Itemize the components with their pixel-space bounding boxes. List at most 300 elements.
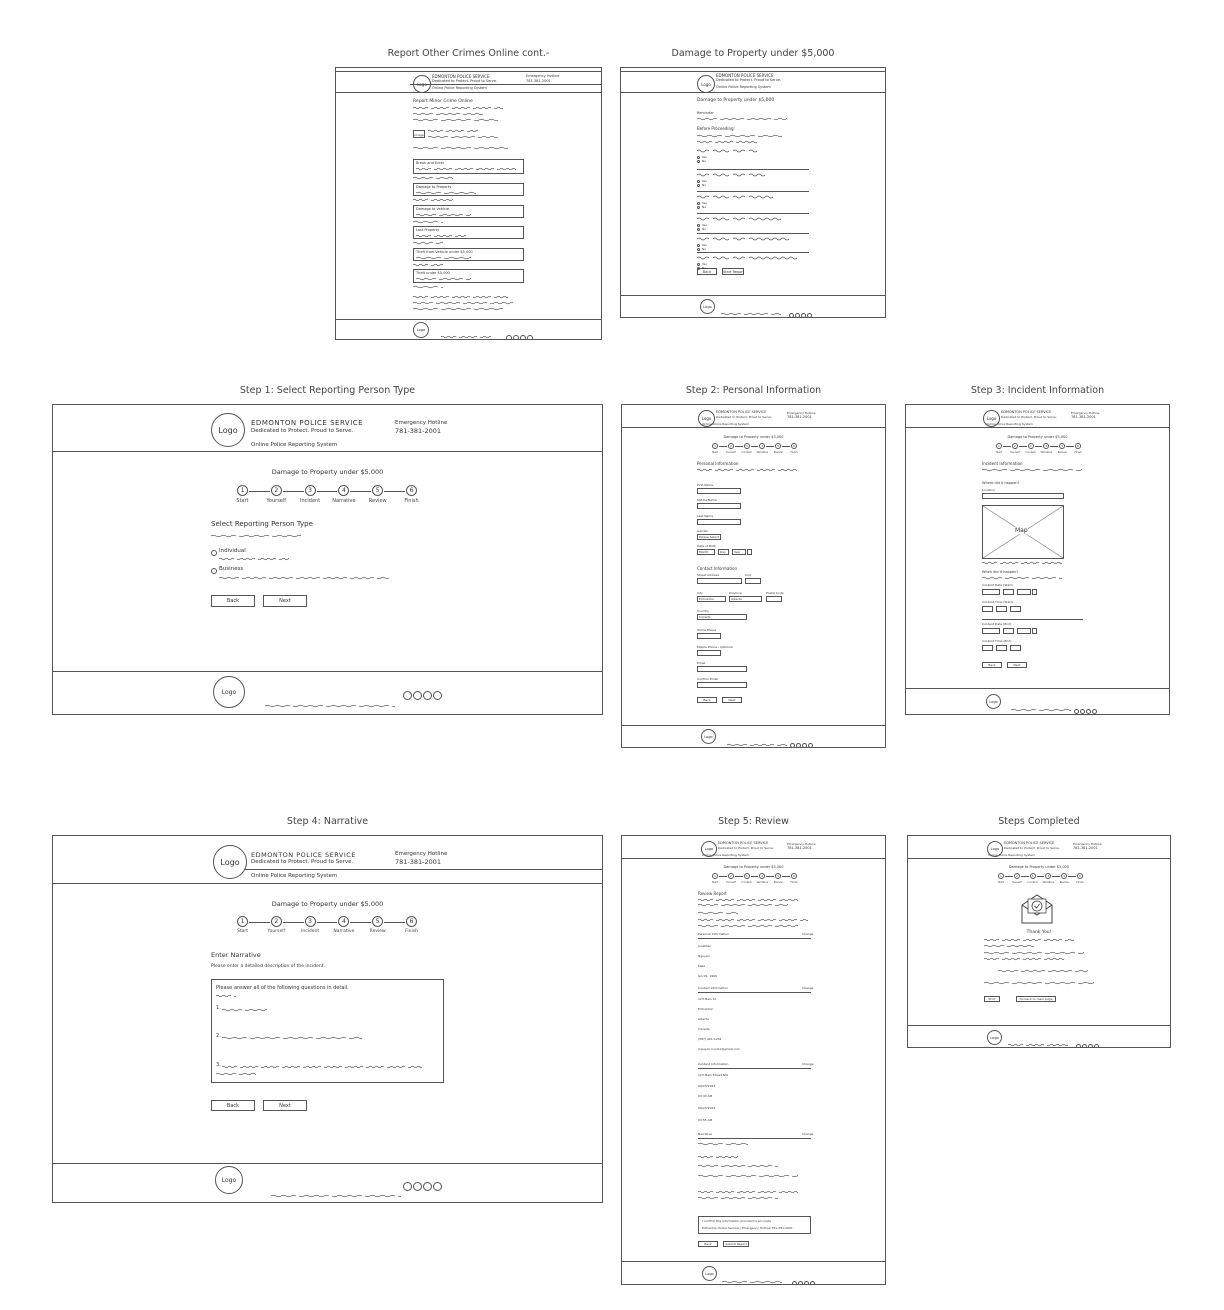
review-value: Jan 01, 1990 [698,974,717,978]
step-label: Finish [790,451,798,454]
form-title: Damage to Property under $5,000 [271,468,384,476]
placeholder-text [271,1193,401,1199]
radio-no[interactable] [697,184,700,187]
narrative-instruction: Please enter a detailed description of the incident. [211,964,325,969]
text-input[interactable] [697,488,741,494]
logo-icon: Logo [701,841,717,857]
radio-yes[interactable] [697,263,700,266]
question-text [697,172,765,178]
radio-no[interactable] [697,248,700,251]
step-circle: 2 [1012,443,1018,449]
step-label: Review [1057,451,1067,454]
placeholder-text [416,276,471,282]
step-label: Yourself [1009,451,1020,454]
radio-label: Yes [702,262,707,266]
calendar-icon[interactable] [747,549,752,555]
placeholder-text [698,1154,738,1160]
back-button[interactable]: Back [697,268,717,275]
print-button[interactable]: Print [984,996,1000,1002]
radio-label: No [702,159,707,163]
email-input[interactable] [697,666,747,672]
dob-month-select[interactable]: Month [697,549,715,555]
section-card[interactable] [413,183,524,196]
question-3: 3. [216,1062,221,1068]
frame-step5 [621,835,886,1285]
placeholder-text [413,117,498,123]
org-name: EDMONTON POLICE SERVICE [1004,841,1055,845]
radio-individual[interactable] [211,550,217,556]
change-link[interactable]: Change [802,932,814,936]
logo-icon: Logo [697,75,715,93]
postal-label: Postal Code [766,591,784,595]
step-connector [283,922,304,923]
narrative-heading: Enter Narrative [211,951,261,959]
change-link[interactable]: Change [802,1132,814,1136]
placeholder-text [982,575,1062,581]
next-button[interactable]: Next [722,697,742,703]
divider [697,191,809,192]
home-phone-label: Home Phone [697,628,717,632]
section-card[interactable] [413,269,524,283]
back-button[interactable]: Back [982,662,1002,668]
placeholder-text [698,902,788,908]
next-button[interactable]: Next [263,1100,307,1111]
country-select[interactable]: Canada [697,614,747,620]
end-month-select[interactable] [982,628,1000,634]
step-circle: 3 [305,916,316,927]
placeholder-text [698,1173,798,1179]
incident-heading: Incident Information [982,461,1023,466]
hotline-label: Emergency Hotline [787,411,816,415]
progress-stepper [998,873,1083,884]
step-circle: 4 [1043,443,1049,449]
calendar-icon[interactable] [1032,628,1037,634]
section-label: Damage to Property [416,185,452,189]
step-connector [1066,446,1074,447]
radio-yes[interactable] [697,202,700,205]
step-label: Yourself [1011,881,1022,884]
frame-step4 [52,835,603,1203]
step-circle: 4 [338,485,349,496]
review-value: 09/23/2023 [698,1084,716,1088]
city-select[interactable]: Edmonton [697,596,726,602]
map-placeholder[interactable] [982,505,1064,559]
home-button[interactable]: Go back to main page [1016,996,1056,1002]
placeholder-text [413,284,443,290]
footer-logo-icon: Logo [700,299,715,314]
placeholder-text [416,233,466,239]
end-day-select[interactable] [1003,628,1014,634]
gender-select[interactable]: Please Select [697,534,721,540]
radio-label: Yes [702,243,707,247]
social-icons[interactable] [506,326,534,340]
step-connector [283,491,304,492]
step-connector [1005,876,1013,877]
step-circle: 5 [1059,443,1065,449]
start-ampm-select[interactable] [1010,606,1021,612]
review-value: Jonathan [698,944,712,948]
step-label: Finish [790,881,798,884]
step-circle: 1 [237,485,248,496]
frame-cont [335,67,602,340]
hotline-label: Emergency Hotline [395,420,448,426]
review-value: jnguyen.nuvola@gmail.com [698,1047,740,1051]
step-connector [1037,876,1045,877]
divider [697,252,809,253]
unit-input[interactable] [745,578,761,584]
question-text [697,236,789,242]
step-circle: 3 [744,873,750,879]
logo-icon: Logo [211,413,245,447]
system-name: Online Police Reporting System [432,86,487,90]
system-name: Online Police Reporting System [702,853,750,857]
title-step4: Step 4: Narrative [286,816,369,827]
hotline-label: Emergency Hotline [395,851,448,857]
step-circle: 4 [338,916,349,927]
review-value: Nguyen [698,954,710,958]
question-text [697,255,797,261]
step-label: Finish [1074,451,1082,454]
org-name: EDMONTON POLICE SERVICE [251,419,364,427]
placeholder-text [998,968,1088,974]
step-circle: 3 [1028,443,1034,449]
start-day-select[interactable] [1003,589,1014,595]
social-icons[interactable] [403,1176,443,1195]
footer-logo-icon: Logo [413,322,429,338]
unit-label: Unit [745,573,752,577]
question-text [697,194,773,200]
confirm-email-input[interactable] [697,682,747,688]
step-label: Review [773,881,783,884]
radio-no[interactable] [697,267,700,270]
step-circle: 6 [1077,873,1083,879]
tagline: Dedicated to Protect. Proud to Serve. [716,78,782,82]
narrative-prompt: Please answer all of the following questions in detail. [216,985,349,991]
footer-logo-icon: Logo [986,694,1001,709]
review-value: 09/23/2023 [698,1106,716,1110]
next-button[interactable]: Next [1007,662,1027,668]
system-name: Online Police Reporting System [716,85,771,89]
change-link[interactable]: Change [802,1062,814,1066]
radio-yes[interactable] [697,224,700,227]
tagline: Dedicated to Protect. Proud to Serve. [432,79,498,83]
frame-done [907,835,1171,1048]
tagline: Dedicated to Protect. Proud to Serve. [718,846,774,850]
review-value: Canada [698,1027,710,1031]
radio-label: Yes [702,201,707,205]
logo-icon: Logo [213,845,247,879]
frame-step3 [905,404,1170,715]
confirm-text: I confirm the information provided is accurate [702,1219,771,1223]
start-report-button[interactable]: Start Report [723,270,745,274]
placeholder-text [216,993,236,999]
hotline-label: Emergency Hotline [787,842,816,846]
back-button[interactable]: Back [698,1241,718,1247]
hotline-number: 781-381-2001 [1073,846,1098,850]
step-label: Incident [1027,881,1038,884]
section-label: Lost Property [416,228,440,232]
footer-logo-icon: Logo [987,1030,1002,1045]
divider [697,233,809,234]
step-circle: 2 [271,916,282,927]
social-icons[interactable] [789,303,813,318]
mobile-phone-input[interactable] [697,650,721,656]
street-label: Street Address [697,573,720,577]
step-connector [1003,446,1011,447]
placeholder-text [697,139,757,145]
end-year-select[interactable] [1017,628,1031,634]
back-button[interactable]: Back [697,697,717,703]
progress-stepper [996,443,1081,454]
step-circle: 6 [406,916,417,927]
frame-damage [620,67,886,318]
start-hour-select[interactable] [982,606,993,612]
placeholder-text [721,311,781,317]
street-input[interactable] [697,578,742,584]
radio-label: Yes [702,179,707,183]
step-label: Review [1059,881,1069,884]
placeholder-text [413,240,443,246]
review-value: Alberta [698,1017,709,1021]
footer-logo-icon: Logo [215,1166,243,1194]
hotline-label: Emergency Hotline [1073,842,1102,846]
step-connector [384,491,405,492]
logo-icon: Logo [983,410,1000,427]
tagline: Dedicated to Protect. Proud to Serve. [251,428,354,434]
field-label: Last Name [697,514,714,518]
step-label: Review [369,929,386,934]
hotline-number: 781-381-2001 [787,846,812,850]
start-min-select[interactable] [996,606,1007,612]
step-connector [751,446,759,447]
org-name: EDMONTON POLICE SERVICE [432,74,490,79]
placeholder-text [413,306,503,312]
section-card[interactable] [413,226,524,239]
step-label: Review [773,451,783,454]
step-connector [735,446,743,447]
step-circle: 3 [305,485,316,496]
placeholder-text [413,145,508,151]
step-label: Finish [405,929,418,934]
mobile-phone-label: Mobile Phone - Optional [697,645,733,649]
step-circle: 2 [728,443,734,449]
org-name: EDMONTON POLICE SERVICE [251,851,356,859]
text-input[interactable] [697,503,741,509]
radio-business[interactable] [211,568,217,574]
calendar-icon[interactable] [1032,589,1037,595]
change-link[interactable]: Change [802,986,814,990]
step-circle: 6 [791,873,797,879]
step-label: Start [237,929,248,934]
field-label: Gender [697,529,709,533]
org-name: EDMONTON POLICE SERVICE [718,841,769,845]
hotline-number: 781-381-2001 [1071,415,1096,419]
title-cont: Report Other Crimes Online cont.- [387,48,550,59]
step-circle: 1 [996,443,1002,449]
step-connector [719,876,727,877]
form-title: Damage to Property under $5,000 [271,900,384,908]
step-label: Start [995,451,1003,454]
review-value: (587) 401-1234 [698,1037,722,1041]
city-label: City [697,591,703,595]
placeholder-text [698,1163,778,1169]
placeholder-text [413,262,443,268]
end-hour-select[interactable] [982,645,993,651]
back-button[interactable]: Back [211,1100,255,1111]
logo-icon: Logo [698,410,715,427]
province-label: Province [729,591,742,595]
step-label: Start [711,881,719,884]
org-name: EDMONTON POLICE SERVICE [716,410,767,414]
field-label: Middle Name [697,498,717,502]
radio-no[interactable] [697,160,700,163]
step-connector [1021,876,1029,877]
placeholder-text [413,175,453,181]
postal-input[interactable] [766,596,782,602]
placeholder-text [1011,707,1071,713]
radio-label: Yes [702,155,707,159]
damage-sub1: Reminder [697,111,714,115]
placeholder-text [984,956,1064,962]
start-time-label: Incident Time (Start) [982,600,1014,604]
placeholder-text [216,1071,256,1077]
step-circle: 6 [1075,443,1081,449]
image-placeholder: Image [413,130,425,138]
dob-day-select[interactable]: Day [718,549,729,555]
step-label: Narrative [1042,881,1055,884]
step-circle: 1 [998,873,1004,879]
radio-label: No [702,183,707,187]
step-connector [317,491,338,492]
back-button[interactable]: Back [211,595,255,607]
placeholder-text [697,467,797,473]
footer-logo-icon: Logo [701,729,716,744]
when-label: When did it happen? [982,570,1019,574]
step-label: Narrative [333,929,355,934]
step-label: Yourself [267,929,286,934]
placeholder-text [219,575,389,581]
placeholder-text [698,923,798,929]
thank-you-text: Thank You! [1026,930,1052,935]
section-label: Damage to Vehicle [416,207,450,211]
step-label: Finish [404,498,419,504]
end-ampm-select[interactable] [1010,645,1021,651]
social-icons[interactable] [403,685,443,704]
step-circle: 1 [237,916,248,927]
dob-year-select[interactable]: Year [732,549,746,555]
footer-logo-icon: Logo [213,676,245,708]
progress-stepper [712,873,797,884]
hotline-number: 781-381-2001 [395,858,442,866]
start-month-select[interactable] [982,589,1000,595]
social-icons[interactable] [792,1271,816,1285]
section-label: Theft under $5,000 [416,271,450,275]
submit-report-button[interactable]: Submit Report [723,1241,749,1247]
envelope-check-icon [1020,893,1054,925]
logo-icon: Logo [413,75,431,93]
section-card[interactable] [413,205,524,218]
confirm-box[interactable] [698,1216,811,1234]
step-label: Narrative [1040,451,1053,454]
review-value: Edmonton [698,1007,714,1011]
radio-no[interactable] [697,206,700,209]
start-year-select[interactable] [1017,589,1031,595]
step-connector [1068,876,1076,877]
org-name: EDMONTON POLICE SERVICE [716,73,774,78]
title-step3: Step 3: Incident Information [970,385,1105,396]
step-circle: 4 [759,443,765,449]
radio-yes[interactable] [697,156,700,159]
next-button[interactable]: Next [263,595,307,607]
system-name: Online Police Reporting System [251,873,338,879]
narrative-textarea[interactable] [211,979,444,1083]
step-label: Start [997,881,1005,884]
step-circle: 4 [1045,873,1051,879]
radio-label: Yes [702,223,707,227]
country-label: Country [697,609,709,613]
tagline: Dedicated to Protect. Proud to Serve. [1001,415,1057,419]
radio-yes[interactable] [697,244,700,247]
placeholder-text [698,910,738,916]
section-label: Theft from Vehicle under $5,000 [416,250,473,254]
placeholder-text [984,980,1094,986]
radio-label: No [702,227,707,231]
social-icons[interactable] [790,733,814,748]
system-name: Online Police Reporting System [988,853,1036,857]
radio-no[interactable] [697,228,700,231]
progress-stepper [712,443,797,454]
step-connector [350,922,371,923]
section-card[interactable] [413,159,524,174]
location-input[interactable] [982,493,1064,499]
hotline-number: 781-381-2001 [787,415,812,419]
step-circle: 5 [1061,873,1067,879]
confirm-email-label: Confirm Email [697,677,719,681]
step-label: Incident [300,498,321,504]
step-connector [782,446,790,447]
section-card[interactable] [413,248,524,261]
step-connector [751,876,759,877]
review-value: 123 Main St [698,997,716,1001]
placeholder-text [211,533,301,539]
step-label: Review [368,498,387,504]
title-damage: Damage to Property under $5,000 [671,48,835,59]
step-connector [384,922,405,923]
question-text [697,148,757,154]
frame-step1 [52,404,603,715]
step-label: Narrative [332,498,356,504]
question-1: 1. [216,1005,221,1011]
review-value: 03:43 AM [698,1094,713,1098]
social-icons[interactable] [1076,1034,1100,1048]
text-input[interactable] [697,519,741,525]
step-label: Incident [1025,451,1036,454]
step-circle: 6 [406,485,417,496]
step-label: Yourself [266,498,287,504]
placeholder-text [984,943,1034,949]
placeholder-text [982,560,1062,566]
form-title: Damage to Property under $5,000 [1008,865,1070,869]
step-circle: 4 [759,873,765,879]
placeholder-text [697,116,787,122]
radio-yes[interactable] [697,180,700,183]
province-select[interactable]: Alberta [729,596,762,602]
field-label: Date of Birth [697,544,717,548]
end-min-select[interactable] [996,645,1007,651]
step-label: Incident [741,881,752,884]
social-icons[interactable] [1074,699,1098,715]
home-phone-input[interactable] [697,633,721,639]
